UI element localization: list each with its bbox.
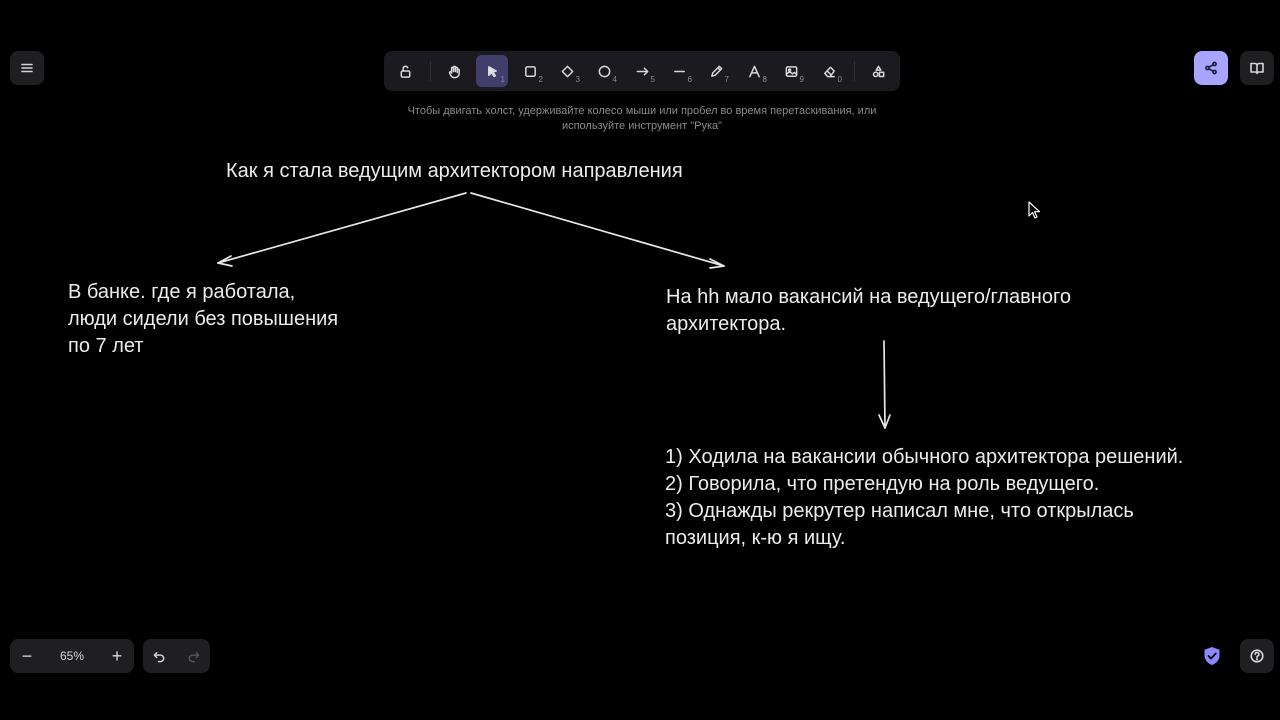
tool-image[interactable] [775, 55, 807, 87]
book-open-icon [1249, 60, 1265, 76]
share-button[interactable] [1194, 51, 1228, 85]
toolbar-divider [430, 61, 431, 81]
mouse-cursor-icon [1028, 201, 1042, 221]
tool-shortcut: 2 [538, 75, 543, 84]
arrow-right-icon [635, 64, 650, 79]
zoom-level-reset[interactable]: 65% [59, 649, 85, 663]
tool-text[interactable] [738, 55, 770, 87]
toolbar-divider [854, 61, 855, 81]
help-button[interactable] [1240, 639, 1274, 673]
canvas-hint: Чтобы двигать холст, удерживайте колесо мыши или пробел во время перетаскивания, или используйте инструмент "Рука" [407, 105, 877, 132]
zoom-out-button[interactable]: − [21, 645, 33, 666]
eraser-icon [822, 64, 837, 79]
pencil-icon [709, 64, 724, 79]
tool-shortcut: 7 [724, 75, 729, 84]
tool-shortcut: 6 [687, 75, 692, 84]
image-icon [784, 64, 799, 79]
main-menu-button[interactable] [10, 51, 44, 85]
tool-hand[interactable] [438, 55, 470, 87]
canvas-left-note[interactable]: В банке. где я работала, люди сидели без повышения по 7 лет [68, 281, 339, 357]
tool-shortcut: 5 [650, 75, 655, 84]
ellipse-icon [597, 64, 612, 79]
text-icon [747, 64, 762, 79]
hamburger-icon [19, 60, 35, 76]
tool-diamond[interactable] [551, 55, 583, 87]
arrow-title-to-left[interactable] [218, 193, 466, 266]
diamond-icon [560, 64, 575, 79]
rectangle-icon [523, 64, 538, 79]
arrow-down-to-steps[interactable] [879, 341, 890, 428]
tool-arrow[interactable] [626, 55, 658, 87]
shapes-icon [871, 64, 886, 79]
arrow-title-to-right[interactable] [471, 193, 724, 268]
tool-shortcut: 9 [799, 75, 804, 84]
share-icon [1203, 60, 1219, 76]
tool-ellipse[interactable] [588, 55, 620, 87]
canvas-steps-list[interactable]: 1) Ходила на вакансии обычного архитектора решений. 2) Говорила, что претендую на роль ведущего. 3) Однажды рекрутер написал мне, что открылась позиция, к-ю я ищу. [665, 446, 1184, 549]
tool-selection[interactable] [476, 55, 508, 87]
hand-icon [447, 64, 462, 79]
tool-eraser[interactable] [813, 55, 845, 87]
history-controls [143, 639, 210, 673]
redo-icon [187, 650, 200, 663]
canvas-title-text[interactable]: Как я стала ведущим архитектором направления [226, 160, 683, 182]
shapes-toolbar [384, 51, 900, 91]
zoom-controls [10, 639, 134, 673]
tool-line[interactable] [663, 55, 695, 87]
undo-button[interactable] [143, 639, 176, 673]
tool-draw[interactable] [700, 55, 732, 87]
library-button[interactable] [1240, 51, 1274, 85]
tool-shortcut: 8 [762, 75, 767, 84]
lock-open-icon [398, 64, 413, 79]
tool-shortcut: 0 [837, 75, 842, 84]
tool-lock[interactable] [389, 55, 421, 87]
undo-icon [153, 650, 166, 663]
redo-button[interactable] [177, 639, 210, 673]
pointer-icon [485, 64, 500, 79]
tool-shortcut: 4 [612, 75, 617, 84]
tool-rectangle[interactable] [514, 55, 546, 87]
shield-check-icon[interactable] [1203, 646, 1221, 666]
canvas-right-note[interactable]: На hh мало вакансий на ведущего/главного архитектора. [666, 286, 1071, 335]
zoom-in-button[interactable]: + [111, 645, 123, 666]
tool-shortcut: 3 [575, 75, 580, 84]
line-icon [672, 64, 687, 79]
tool-extra-tools[interactable] [862, 55, 894, 87]
question-circle-icon [1249, 648, 1265, 664]
tool-shortcut: 1 [500, 75, 505, 84]
